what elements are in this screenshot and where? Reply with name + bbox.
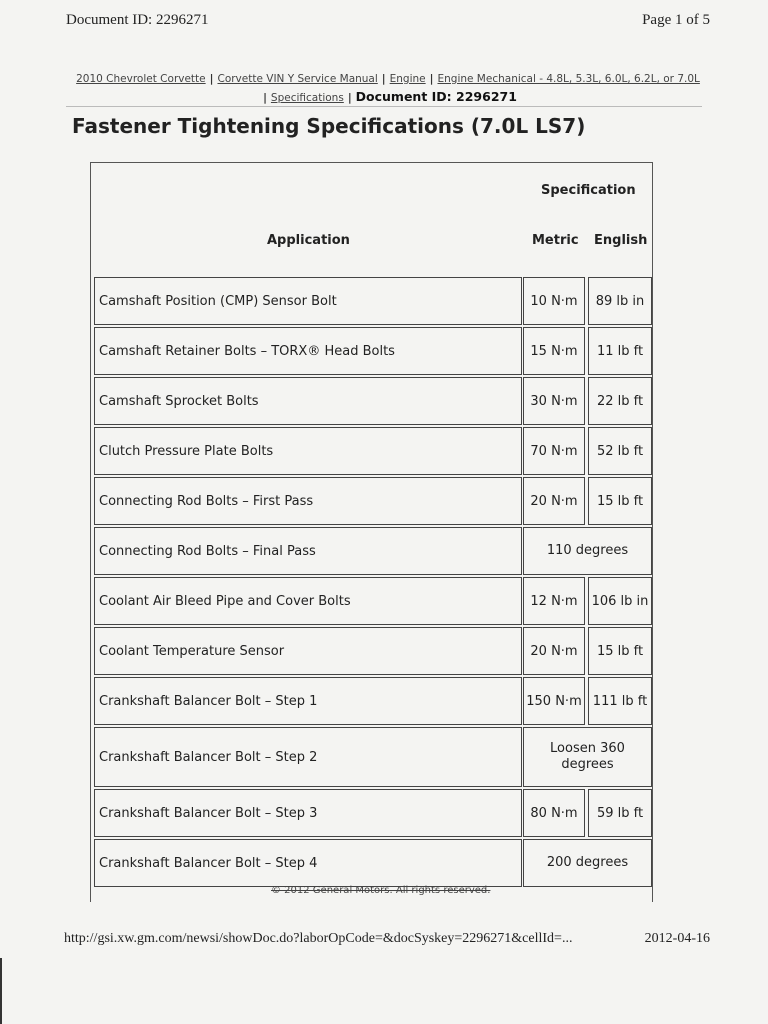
table-cell-english: 106 lb in [588,577,652,625]
page-title: Fastener Tightening Specifications (7.0L LS7) [72,114,586,138]
table-cell-application: Crankshaft Balancer Bolt – Step 4 [94,839,522,887]
table-cell-combined-spec: Loosen 360 degrees [523,727,652,787]
spec-table [90,162,653,902]
table-cell-metric: 70 N·m [523,427,585,475]
table-cell-english: 11 lb ft [588,327,652,375]
table-cell-metric: 10 N·m [523,277,585,325]
breadcrumb-separator: | [347,92,352,104]
copyright-notice: © 2012 General Motors. All rights reserved. [271,885,491,896]
table-cell-english: 22 lb ft [588,377,652,425]
header-application: Application [267,233,350,248]
breadcrumb-link-specifications[interactable]: Specifications [270,92,344,104]
table-cell-metric: 30 N·m [523,377,585,425]
header-english: English [594,233,648,248]
header-metric: Metric [532,233,579,248]
table-cell-application: Camshaft Retainer Bolts – TORX® Head Bolts [94,327,522,375]
header-specification: Specification [541,183,636,198]
footer-date: 2012-04-16 [644,931,710,946]
breadcrumb-link-service-manual[interactable]: Corvette VIN Y Service Manual [217,73,378,85]
table-cell-application: Camshaft Sprocket Bolts [94,377,522,425]
breadcrumb-separator: | [429,73,434,85]
document-id-header: Document ID: 2296271 [66,12,209,28]
table-cell-english: 15 lb ft [588,477,652,525]
table-cell-application: Connecting Rod Bolts – Final Pass [94,527,522,575]
table-cell-combined-spec: 110 degrees [523,527,652,575]
breadcrumb-separator: | [209,73,214,85]
breadcrumb-link-vehicle[interactable]: 2010 Chevrolet Corvette [76,73,206,85]
table-cell-metric: 80 N·m [523,789,585,837]
table-cell-application: Coolant Air Bleed Pipe and Cover Bolts [94,577,522,625]
breadcrumb [72,71,704,107]
table-cell-application: Connecting Rod Bolts – First Pass [94,477,522,525]
table-cell-metric: 15 N·m [523,327,585,375]
table-cell-metric: 20 N·m [523,627,585,675]
table-cell-application: Clutch Pressure Plate Bolts [94,427,522,475]
table-cell-combined-spec: 200 degrees [523,839,652,887]
breadcrumb-divider [66,106,702,107]
table-cell-application: Camshaft Position (CMP) Sensor Bolt [94,277,522,325]
breadcrumb-link-engine[interactable]: Engine [389,73,426,85]
table-cell-english: 52 lb ft [588,427,652,475]
table-cell-english: 59 lb ft [588,789,652,837]
table-cell-english: 89 lb in [588,277,652,325]
footer-url: http://gsi.xw.gm.com/newsi/showDoc.do?laborOpCode=&docSyskey=2296271&cellId=... [64,931,573,946]
breadcrumb-document-id: Document ID: 2296271 [355,89,517,104]
breadcrumb-separator: | [263,92,267,104]
breadcrumb-separator: | [381,73,386,85]
table-cell-application: Crankshaft Balancer Bolt – Step 3 [94,789,522,837]
table-cell-application: Crankshaft Balancer Bolt – Step 1 [94,677,522,725]
page-number: Page 1 of 5 [642,12,710,28]
table-cell-english: 15 lb ft [588,627,652,675]
table-cell-application: Coolant Temperature Sensor [94,627,522,675]
table-cell-metric: 12 N·m [523,577,585,625]
table-cell-english: 111 lb ft [588,677,652,725]
breadcrumb-link-engine-mechanical[interactable]: Engine Mechanical - 4.8L, 5.3L, 6.0L, 6.2L, or 7.0L [437,73,700,85]
table-cell-metric: 150 N·m [523,677,585,725]
table-cell-application: Crankshaft Balancer Bolt – Step 2 [94,727,522,787]
table-cell-metric: 20 N·m [523,477,585,525]
scan-edge-mark [0,958,2,1024]
